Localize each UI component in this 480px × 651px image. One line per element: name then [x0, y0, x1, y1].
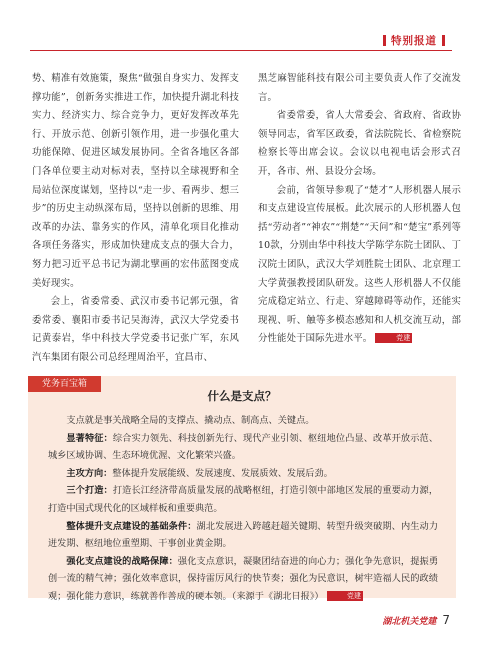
publication-logo: 湖北机关党建 — [382, 617, 437, 627]
header-rule — [30, 50, 452, 51]
page-footer — [382, 613, 450, 627]
header-bar-right — [442, 35, 445, 46]
paragraph — [258, 182, 461, 349]
sidebar-title: 什么是支点？ — [207, 389, 277, 403]
paragraph: 会上，省委常委、武汉市委书记郭元强，省委常委、襄阳市委书记吴海涛，武汉大学党委书记黄泰岩，华中科技大学党委书记张广军，东风汽车集团有限公司总经理周治平，宜昌市、 — [32, 296, 239, 363]
paragraph-text: 会前，省领导参观了“楚才”人形机器人展示和支点建设宣传展板。此次展示的人形机器人包括“劳动者”“神农”“荆楚”“天问”和“楚宝”系列等10款，分别由华中科技大学陈学东院士团队、丁汉院士团队，武汉大学刘胜院士团队、北京理工大学黄强教授团队研发。这些人形机器人不仅能完成稳定站立、行走、穿越障碍等动作，还能实现视、听、触等多模态感知和人机交流互动，部分性能处于国际先进水平。 — [258, 184, 461, 345]
sidebar-item-label: 主攻方向： — [66, 467, 113, 479]
header-bar-left — [383, 35, 386, 46]
paragraph: 黑芝麻智能科技有限公司主要负责人作了交流发言。 — [258, 73, 461, 103]
page-number: 7 — [442, 613, 450, 627]
paragraph: 势、精准有效施策，聚焦“做强自身实力、发挥支撑功能”，创新务实推进工作，加快提升湖北科技实力、经济实力、综合竞争力，更好发挥改革先行、开放示范、创新引领作用，进一步强化重大功能保障、促进区域发展协同。全省各地区各部门各单位要主动对标对表，坚持以全球视野和全局站位深度谋划，坚持以“走一步、看两步、想三步”的历史主动纵深布局，坚持以创新的思维、用改革的办法、靠务实的作风，清单化项目化推动各项任务落实，形成加快建成支点的强大合力，努力把习近平总书记为湖北擘画的宏伟蓝图变成美好现实。 — [32, 73, 239, 289]
sidebar-item-text: 整体提升发展能级、发展速度、发展质效、发展后劲。 — [112, 467, 333, 479]
sidebar-item-label: 整体提升支点建设的基础条件： — [66, 520, 197, 532]
section-header — [378, 32, 450, 48]
sidebar-item-label: 强化支点建设的战略保障： — [66, 555, 178, 567]
sidebar-intro: 支点就是事关战略全局的支撑点、撬动点、制高点、关键点。 — [66, 415, 315, 426]
sidebar-item-text: 打造长江经济带高质量发展的战略枢纽，打造引领中部地区发展的重要动力源，打造中国式现代化的区域样板和重要典范。 — [48, 485, 439, 514]
sidebar-item-text: 强化支点意识，凝聚团结奋进的向心力；强化争先意识，提振勇创一流的精气神；强化效率意识，保持雷厉风行的快节奏；强化为民意识，树牢造福人民的政绩观；强化能力意识，练就善作善成的硬本领。（来源于《湖北日报》） — [48, 555, 438, 602]
sidebar-item — [48, 465, 438, 483]
sidebar-item — [48, 482, 438, 517]
right-column — [258, 70, 461, 349]
sidebar-item-label: 显著特征： — [66, 432, 113, 444]
sidebar-item — [48, 553, 438, 606]
sidebar-tag: 党务百宝箱 — [28, 376, 101, 392]
sidebar-item-text: 湖北发展进入跨越赶超关键期、转型升级突破期、内生动力迸发期、枢纽地位重塑期、干事创业黄金期。 — [48, 520, 439, 550]
end-mark-logo: 党建 — [327, 591, 363, 601]
left-column — [32, 70, 239, 368]
paragraph: 省委常委，省人大常委会、省政府、省政协领导同志，省军区政委，省法院院长、省检察院检察长等出席会议。会议以电视电话会形式召开，各市、州、县设分会场。 — [258, 110, 461, 177]
sidebar-item-label: 三个打造： — [66, 485, 113, 497]
sidebar-body — [48, 412, 438, 606]
sidebar-item-text: 综合实力领先、科技创新先行、现代产业引领、枢纽地位凸显、改革开放示范、城乡区域协调、生态环境优渥、文化繁荣兴盛。 — [48, 432, 439, 462]
sidebar-item — [48, 430, 438, 465]
sidebar-box — [28, 376, 456, 602]
sidebar-item — [48, 518, 438, 553]
section-title: 特别报道 — [391, 34, 437, 47]
end-mark-logo: 党建 — [375, 333, 412, 343]
